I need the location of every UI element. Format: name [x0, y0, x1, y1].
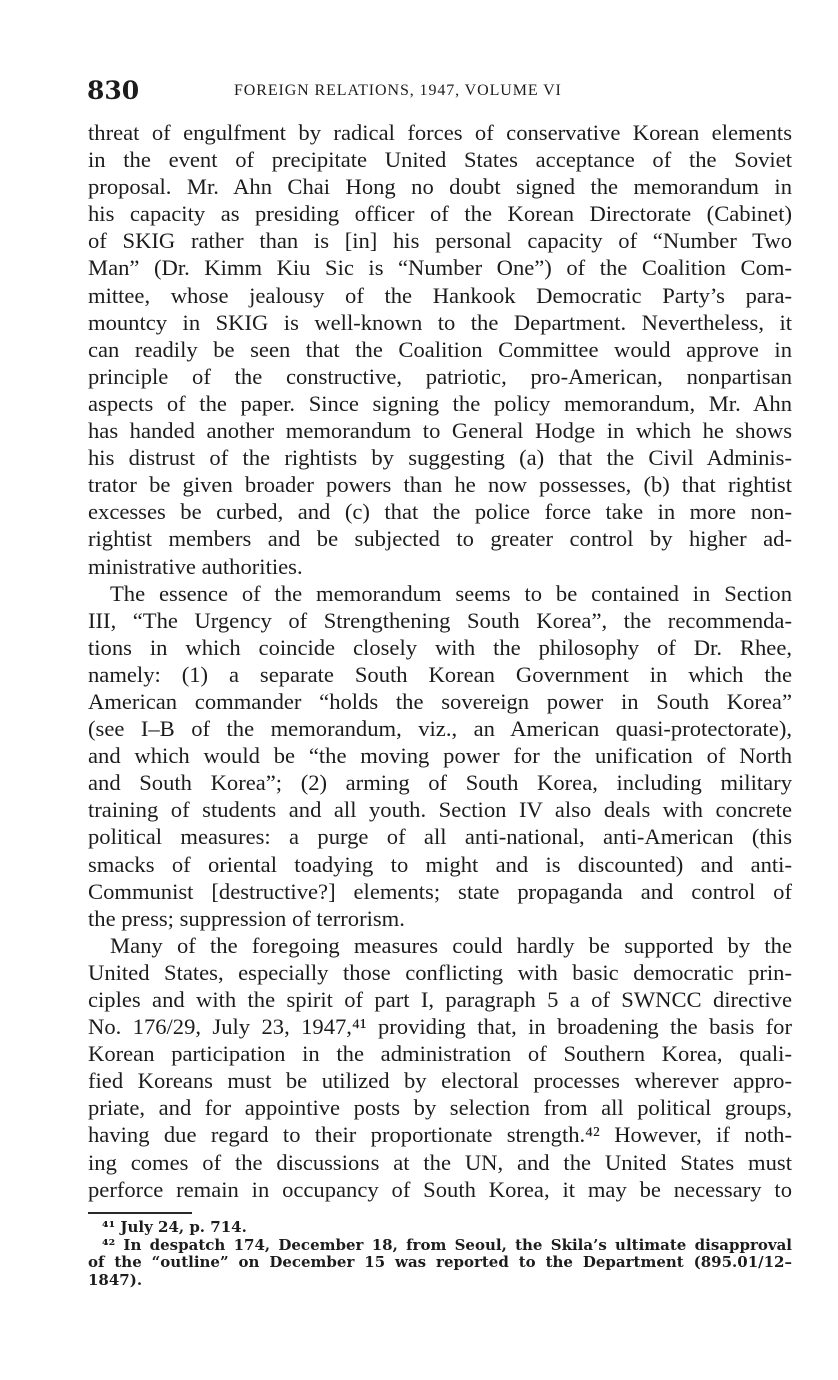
- text-line: (see I–B of the memorandum, viz., an American quasi-protectorate),: [88, 716, 792, 742]
- text-line: Man” (Dr. Kimm Kiu Sic is “Number One”) of the Coalition Com-: [88, 255, 792, 281]
- footnote-divider: [88, 1212, 192, 1214]
- text-line: mountcy in SKIG is well-known to the Department. Nevertheless, it: [88, 309, 792, 335]
- text-line: can readily be seen that the Coalition Committee would approve in: [88, 336, 792, 362]
- text-line: of SKIG rather than is [in] his personal capacity of “Number Two: [88, 228, 792, 254]
- text-line: perforce remain in occupancy of South Korea, it may be necessary to: [88, 1176, 792, 1202]
- text-line: the press; suppression of terrorism.: [88, 905, 405, 931]
- text-line: No. 176/29, July 23, 1947,⁴¹ providing that, in broadening the basis for: [88, 1014, 792, 1040]
- text-line: his capacity as presiding officer of the Korean Directorate (Cabinet): [88, 201, 792, 227]
- footnote-42: ⁴² In despatch 174, December 18, from Seoul, the Skila’s ultimate disapproval: [102, 1235, 792, 1254]
- text-line: namely: (1) a separate South Korean Government in which the: [88, 661, 792, 687]
- body-text: [88, 119, 792, 1203]
- text-line: United States, especially those conflicting with basic democratic prin-: [88, 959, 792, 985]
- text-line: rightist members and be subjected to greater control by higher ad-: [88, 526, 792, 552]
- text-line: has handed another memorandum to General Hodge in which he shows: [88, 418, 792, 444]
- text-line: mittee, whose jealousy of the Hankook Democratic Party’s para-: [88, 282, 792, 308]
- text-line: aspects of the paper. Since signing the policy memorandum, Mr. Ahn: [88, 390, 792, 416]
- text-line: Korean participation in the administration of Southern Korea, quali-: [88, 1041, 792, 1067]
- text-line: having due regard to their proportionate strength.⁴² However, if noth-: [88, 1122, 792, 1148]
- text-line: American commander “holds the sovereign power in South Korea”: [88, 688, 792, 714]
- page-number: 830: [87, 76, 140, 105]
- running-head: FOREIGN RELATIONS, 1947, VOLUME VI: [234, 82, 562, 99]
- footnote-line: of the “outline” on December 15 was reported to the Department (895.01/12–: [88, 1253, 792, 1272]
- text-line: tions in which coincide closely with the philosophy of Dr. Rhee,: [88, 634, 792, 660]
- footnote-41: ⁴¹ July 24, p. 714.: [102, 1218, 247, 1236]
- text-line: ing comes of the discussions at the UN, and the United States must: [88, 1149, 792, 1175]
- text-line: ciples and with the spirit of part I, paragraph 5 a of SWNCC directive: [88, 987, 792, 1012]
- text-line: trator be given broader powers than he now possesses, (b) that rightist: [88, 472, 792, 498]
- paragraph-start-line: The essence of the memorandum seems to be contained in Section: [110, 580, 792, 606]
- paragraph-start-line: Many of the foregoing measures could hardly be supported by the: [110, 932, 792, 958]
- text-line: principle of the constructive, patriotic, pro-American, nonpartisan: [88, 363, 792, 389]
- text-line: and South Korea”; (2) arming of South Korea, including military: [88, 770, 792, 796]
- text-line: ministrative authorities.: [88, 553, 303, 579]
- text-line: smacks of oriental toadying to might and is discounted) and anti-: [88, 851, 792, 877]
- text-line: excesses be curbed, and (c) that the police force take in more non-: [88, 499, 792, 525]
- text-line: proposal. Mr. Ahn Chai Hong no doubt signed the memorandum in: [88, 174, 792, 200]
- footnote-line: 1847).: [88, 1270, 143, 1289]
- text-line: training of students and all youth. Section IV also deals with concrete: [88, 797, 792, 823]
- text-line: priate, and for appointive posts by selection from all political groups,: [88, 1095, 792, 1121]
- text-line: Communist [destructive?] elements; state propaganda and control of: [88, 878, 792, 904]
- text-line: in the event of precipitate United States acceptance of the Soviet: [88, 147, 792, 173]
- text-line: fied Koreans must be utilized by electoral processes wherever appro-: [88, 1068, 792, 1094]
- text-line: political measures: a purge of all anti-national, anti-American (this: [88, 824, 792, 850]
- text-line: threat of engulfment by radical forces of conservative Korean elements: [88, 120, 792, 145]
- text-line: III, “The Urgency of Strengthening South Korea”, the recommenda-: [88, 607, 792, 633]
- text-line: and which would be “the moving power for the unification of North: [88, 743, 792, 769]
- footnotes: [88, 1219, 792, 1289]
- text-line: his distrust of the rightists by suggesting (a) that the Civil Adminis-: [88, 445, 792, 471]
